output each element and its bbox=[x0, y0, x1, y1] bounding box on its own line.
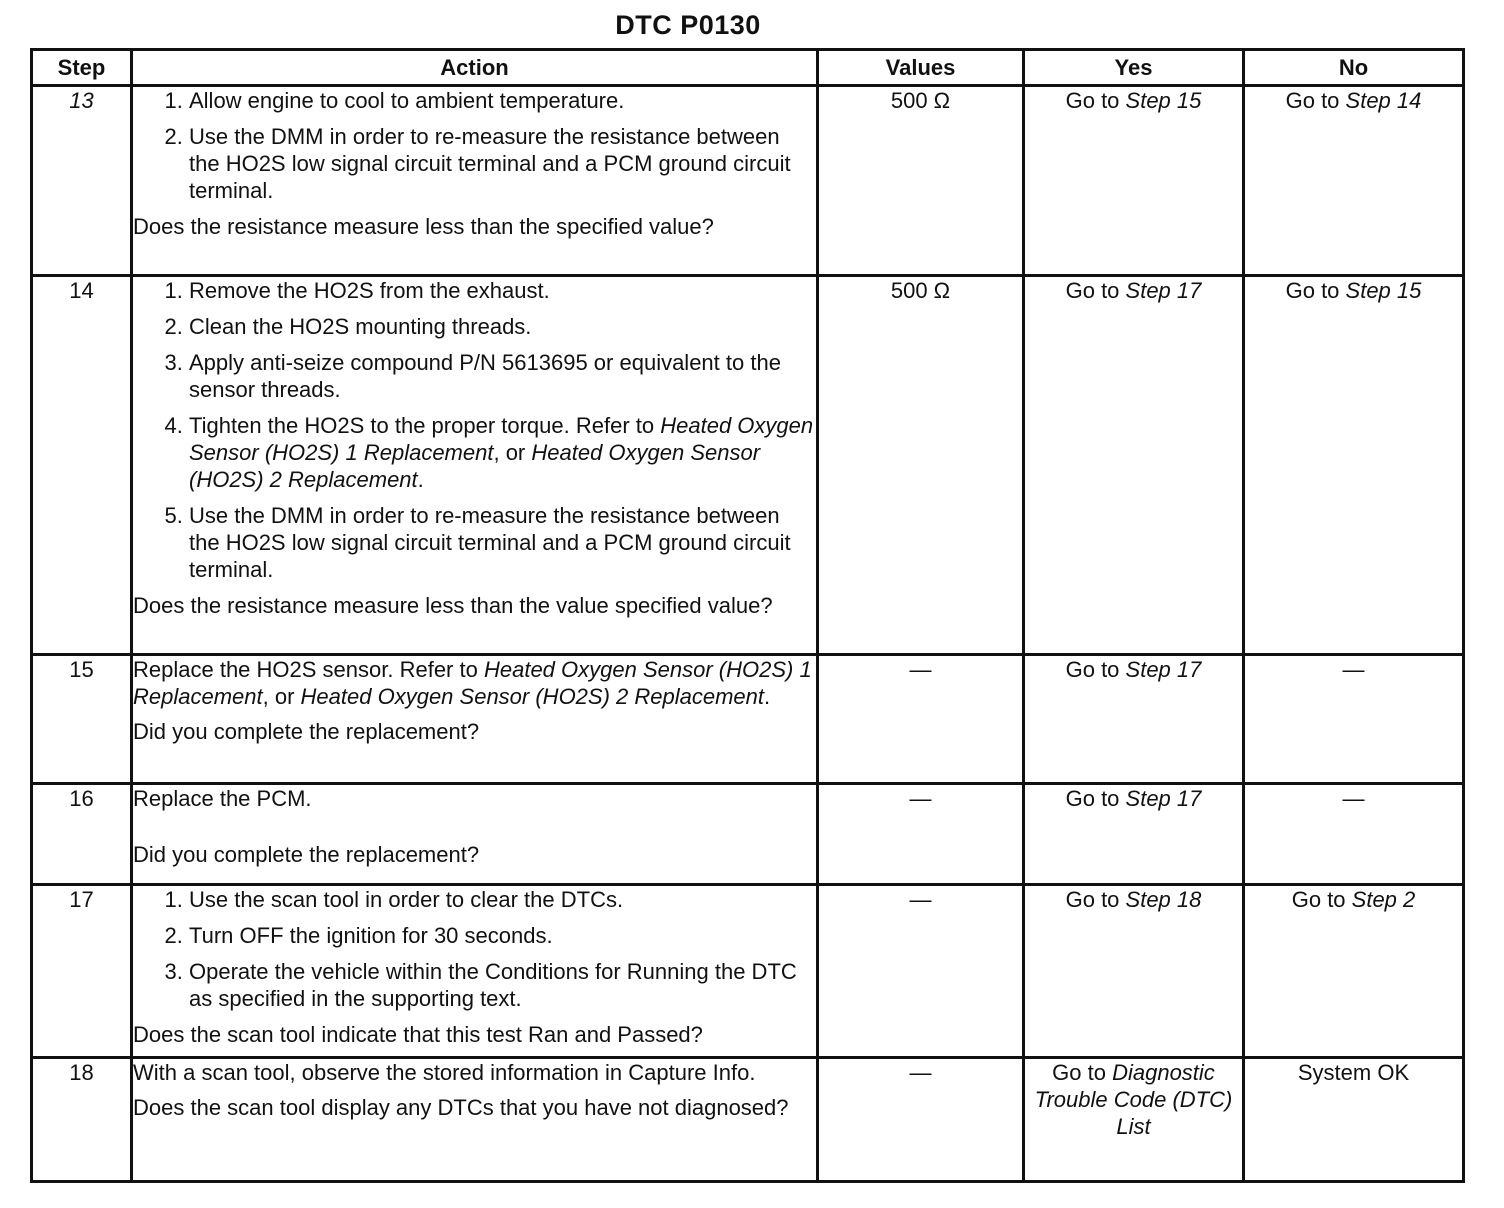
action-question: Does the scan tool display any DTCs that you have not diagnosed? bbox=[133, 1095, 789, 1120]
reference-link[interactable]: Heated Oxygen Sensor (HO2S) 2 Replacement bbox=[300, 684, 764, 709]
action-list bbox=[133, 886, 816, 1012]
header-yes: Yes bbox=[1024, 50, 1244, 86]
no-cell: Go to Step 15 bbox=[1244, 276, 1464, 655]
action-item: 5. Use the DMM in order to re-measure the resistance between the HO2S low signal circuit terminal and a PCM ground circuit terminal. bbox=[189, 502, 816, 583]
no-cell: — bbox=[1244, 655, 1464, 784]
action-text: Replace the PCM. bbox=[133, 786, 312, 811]
header-action: Action bbox=[132, 50, 818, 86]
value-cell: — bbox=[818, 885, 1024, 1058]
action-cell bbox=[132, 655, 818, 784]
action-question: Does the resistance measure less than the value specified value? bbox=[133, 593, 773, 618]
action-item: 2. Use the DMM in order to re-measure the resistance between the HO2S low signal circuit terminal and a PCM ground circuit terminal. bbox=[189, 123, 816, 204]
action-item: 1. Use the scan tool in order to clear the DTCs. bbox=[189, 886, 816, 913]
table-row-step-17 bbox=[32, 885, 1464, 1058]
action-item: 3. Apply anti-seize compound P/N 5613695 or equivalent to the sensor threads. bbox=[189, 349, 816, 403]
action-cell bbox=[132, 1058, 818, 1182]
step-link[interactable]: Step 17 bbox=[1125, 786, 1202, 811]
action-item: 1. Allow engine to cool to ambient temperature. bbox=[189, 87, 816, 114]
no-cell: Go to Step 2 bbox=[1244, 885, 1464, 1058]
yes-cell: Go to Diagnostic Trouble Code (DTC) List bbox=[1024, 1058, 1244, 1182]
action-item: 4. Tighten the HO2S to the proper torque. Refer to Heated Oxygen Sensor (HO2S) 1 Replacement, or Heated Oxygen Sensor (HO2S) 2 Replacement. bbox=[189, 412, 816, 493]
diagnostic-table bbox=[30, 48, 1465, 1183]
step-link[interactable]: Step 17 bbox=[1125, 278, 1202, 303]
step-link[interactable]: Step 15 bbox=[1345, 278, 1422, 303]
header-values: Values bbox=[818, 50, 1024, 86]
action-cell bbox=[132, 86, 818, 276]
value-cell: — bbox=[818, 1058, 1024, 1182]
yes-cell: Go to Step 18 bbox=[1024, 885, 1244, 1058]
header-step: Step bbox=[32, 50, 132, 86]
table-row-step-15 bbox=[32, 655, 1464, 784]
value-cell: 500 Ω bbox=[818, 276, 1024, 655]
action-cell bbox=[132, 276, 818, 655]
step-link[interactable]: Step 17 bbox=[1125, 657, 1202, 682]
step-number: 18 bbox=[32, 1058, 132, 1182]
reference-link[interactable]: Diagnostic Trouble Code (DTC) List bbox=[1034, 1060, 1233, 1139]
action-text: Replace the HO2S sensor. Refer to Heated Oxygen Sensor (HO2S) 1 Replacement, or Heated Oxygen Sensor (HO2S) 2 Replacement. bbox=[133, 657, 812, 709]
table-row-step-18 bbox=[32, 1058, 1464, 1182]
table-row-step-13 bbox=[32, 86, 1464, 276]
reference-link[interactable]: Heated Oxygen Sensor (HO2S) 2 Replacement bbox=[189, 440, 761, 492]
step-link[interactable]: Step 2 bbox=[1351, 887, 1416, 912]
action-text: With a scan tool, observe the stored information in Capture Info. bbox=[133, 1060, 756, 1085]
action-item: 2. Clean the HO2S mounting threads. bbox=[189, 313, 816, 340]
action-list bbox=[133, 87, 816, 204]
action-item: 1. Remove the HO2S from the exhaust. bbox=[189, 277, 816, 304]
action-question: Did you complete the replacement? bbox=[133, 719, 480, 744]
value-cell: 500 Ω bbox=[818, 86, 1024, 276]
no-cell: System OK bbox=[1244, 1058, 1464, 1182]
no-cell: Go to Step 14 bbox=[1244, 86, 1464, 276]
step-link[interactable]: Step 14 bbox=[1345, 88, 1422, 113]
table-row-step-16 bbox=[32, 784, 1464, 885]
step-link[interactable]: Step 18 bbox=[1125, 887, 1202, 912]
header-row bbox=[32, 50, 1464, 86]
yes-cell: Go to Step 17 bbox=[1024, 784, 1244, 885]
table-row-step-14 bbox=[32, 276, 1464, 655]
action-item: 3. Operate the vehicle within the Conditions for Running the DTC as specified in the supporting text. bbox=[189, 958, 816, 1012]
action-question: Did you complete the replacement? bbox=[133, 842, 480, 867]
page-title: DTC P0130 bbox=[615, 10, 761, 40]
step-number: 15 bbox=[32, 655, 132, 784]
action-list bbox=[133, 277, 816, 583]
step-number: 17 bbox=[32, 885, 132, 1058]
action-item: 2. Turn OFF the ignition for 30 seconds. bbox=[189, 922, 816, 949]
action-cell bbox=[132, 885, 818, 1058]
yes-cell: Go to Step 17 bbox=[1024, 655, 1244, 784]
action-question: Does the resistance measure less than the specified value? bbox=[133, 214, 714, 239]
reference-link[interactable]: Heated Oxygen Sensor (HO2S) 1 Replacement bbox=[189, 413, 814, 465]
value-cell: — bbox=[818, 655, 1024, 784]
yes-cell: Go to Step 15 bbox=[1024, 86, 1244, 276]
step-link[interactable]: Step 15 bbox=[1125, 88, 1202, 113]
header-no: No bbox=[1244, 50, 1464, 86]
step-number: 13 bbox=[32, 86, 132, 276]
step-number: 14 bbox=[32, 276, 132, 655]
reference-link[interactable]: Heated Oxygen Sensor (HO2S) 1 Replacement bbox=[133, 657, 812, 709]
action-cell bbox=[132, 784, 818, 885]
value-cell: — bbox=[818, 784, 1024, 885]
yes-cell: Go to Step 17 bbox=[1024, 276, 1244, 655]
action-question: Does the scan tool indicate that this test Ran and Passed? bbox=[133, 1022, 703, 1047]
step-number: 16 bbox=[32, 784, 132, 885]
no-cell: — bbox=[1244, 784, 1464, 885]
